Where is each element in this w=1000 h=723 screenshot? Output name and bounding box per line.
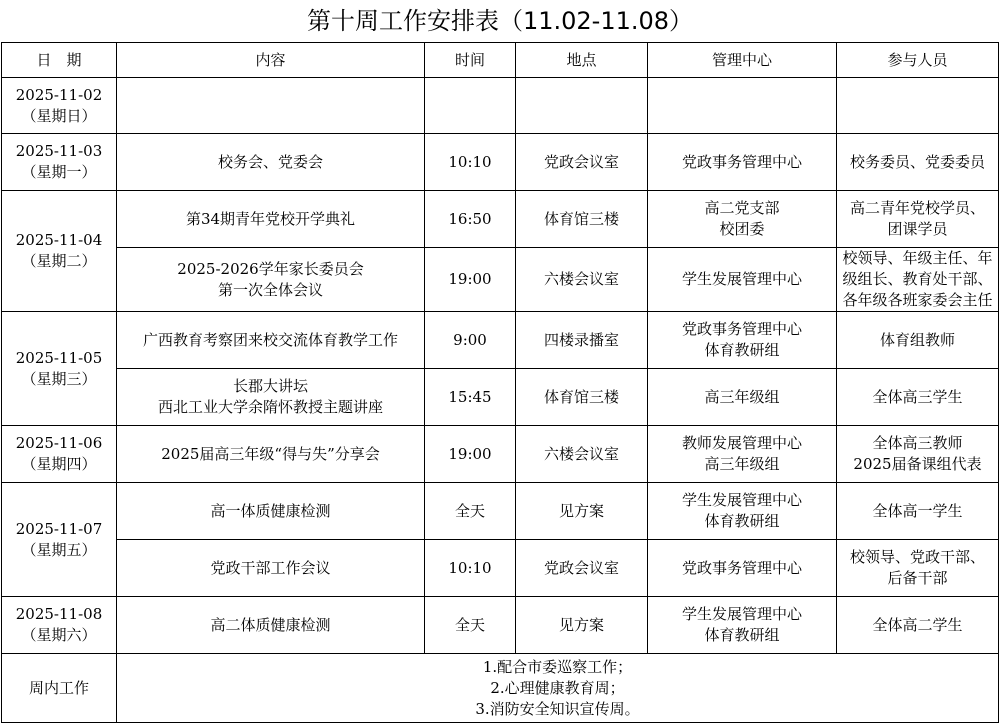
date-cell	[2, 597, 117, 654]
header-place: 地点	[516, 43, 648, 78]
people-cell	[837, 191, 999, 248]
content-cell	[117, 540, 425, 597]
weekday-text: （星期四）	[21, 455, 97, 473]
center-cell	[648, 191, 837, 248]
center-line: 体育教研组	[704, 626, 780, 644]
content-cell	[117, 426, 425, 483]
center-line: 党政事务管理中心	[681, 558, 802, 577]
time-cell: 15:45	[425, 369, 516, 426]
center-line: 体育教研组	[704, 341, 780, 359]
people-line: 团课学员	[887, 220, 948, 238]
date-cell	[2, 483, 117, 597]
table-row	[2, 540, 999, 597]
people-cell	[837, 369, 999, 426]
date-text: 2025-11-07	[15, 519, 103, 538]
people-line: 全体高二学生	[872, 615, 963, 634]
time-cell: 10:10	[425, 540, 516, 597]
place-cell: 体育馆三楼	[516, 191, 648, 248]
people-cell	[837, 426, 999, 483]
people-line: 校领导、党政干部、	[849, 548, 985, 566]
center-line: 体育教研组	[704, 512, 780, 530]
content-line: 第一次全体会议	[217, 280, 323, 299]
center-cell	[648, 78, 837, 134]
schedule-table	[1, 42, 999, 723]
place-cell: 四楼录播室	[516, 312, 648, 369]
center-cell	[648, 483, 837, 540]
week-work-list	[117, 654, 999, 723]
header-center: 管理中心	[648, 43, 837, 78]
table-row	[2, 597, 999, 654]
date-cell	[2, 78, 117, 134]
center-line: 校团委	[719, 220, 765, 238]
date-text: 2025-11-06	[15, 434, 103, 452]
center-line: 学生发展管理中心	[681, 270, 802, 288]
content-line: 长郡大讲坛	[232, 377, 308, 395]
place-cell: 见方案	[516, 597, 648, 654]
weekday-text: （星期二）	[21, 252, 97, 270]
content-line: 广西教育考察团来校交流体育教学工作	[142, 330, 398, 349]
weekday-text: （星期日）	[21, 106, 97, 125]
table-row	[2, 248, 999, 312]
content-cell	[117, 134, 425, 191]
date-cell	[2, 134, 117, 191]
weekday-text: （星期六）	[21, 626, 97, 644]
people-line: 级组长、教育处干部、	[842, 270, 993, 288]
center-cell	[648, 248, 837, 312]
center-line: 党政事务管理中心	[681, 320, 802, 338]
weekday-text: （星期三）	[21, 369, 97, 388]
content-cell	[117, 191, 425, 248]
people-cell	[837, 540, 999, 597]
place-cell: 见方案	[516, 483, 648, 540]
content-cell	[117, 312, 425, 369]
center-line: 高三年级组	[704, 455, 780, 473]
content-line: 高一体质健康检测	[210, 501, 331, 520]
people-line: 全体高三学生	[872, 387, 963, 406]
week-work-item: 3.消防安全知识宣传周。	[475, 699, 640, 718]
people-cell	[837, 483, 999, 540]
place-cell	[516, 78, 648, 134]
people-line: 体育组教师	[879, 330, 955, 349]
table-row	[2, 426, 999, 483]
time-cell	[425, 78, 516, 134]
people-cell	[837, 78, 999, 134]
table-row	[2, 78, 999, 134]
center-cell	[648, 540, 837, 597]
header-people: 参与人员	[837, 43, 999, 78]
header-date: 日 期	[2, 43, 117, 78]
week-work-label: 周内工作	[2, 654, 117, 723]
date-cell	[2, 191, 117, 312]
content-line: 校务会、党委会	[217, 152, 323, 171]
content-line: 2025-2026学年家长委员会	[177, 259, 364, 278]
content-line: 第34期青年党校开学典礼	[185, 209, 356, 228]
people-cell	[837, 134, 999, 191]
content-line: 西北工业大学余隋怀教授主题讲座	[157, 398, 383, 416]
content-line: 2025届高三年级“得与失”分享会	[161, 444, 380, 463]
time-cell: 19:00	[425, 248, 516, 312]
content-line: 党政干部工作会议	[210, 558, 331, 577]
center-line: 党政事务管理中心	[681, 152, 802, 171]
week-work-row	[2, 654, 999, 723]
date-text: 2025-11-03	[15, 142, 103, 160]
date-text: 2025-11-04	[15, 231, 103, 249]
date-cell	[2, 312, 117, 426]
people-cell	[837, 597, 999, 654]
center-line: 高二党支部	[704, 199, 780, 217]
time-cell: 19:00	[425, 426, 516, 483]
people-line: 全体高一学生	[872, 501, 963, 520]
table-row	[2, 134, 999, 191]
content-cell	[117, 78, 425, 134]
center-line: 高三年级组	[704, 387, 780, 406]
people-line: 全体高三教师	[872, 434, 963, 452]
weekday-text: （星期五）	[21, 540, 97, 559]
week-work-item: 2.心理健康教育周；	[490, 678, 625, 697]
center-line: 学生发展管理中心	[681, 491, 802, 509]
people-cell	[837, 248, 999, 312]
people-cell	[837, 312, 999, 369]
content-cell	[117, 248, 425, 312]
date-text: 2025-11-05	[15, 348, 103, 367]
time-cell: 全天	[425, 483, 516, 540]
center-cell	[648, 312, 837, 369]
place-cell: 六楼会议室	[516, 248, 648, 312]
header-row	[2, 43, 999, 78]
people-line: 各年级各班家委会主任	[842, 291, 993, 309]
people-line: 2025届备课组代表	[853, 455, 982, 473]
time-cell: 9:00	[425, 312, 516, 369]
week-work-item: 1.配合市委巡察工作；	[482, 657, 633, 676]
weekday-text: （星期一）	[21, 163, 97, 181]
people-line: 后备干部	[887, 569, 948, 587]
table-row	[2, 191, 999, 248]
page-title: 第十周工作安排表（11.02-11.08）	[306, 7, 694, 35]
time-cell: 16:50	[425, 191, 516, 248]
content-line: 高二体质健康检测	[210, 615, 331, 634]
date-text: 2025-11-02	[15, 85, 103, 104]
place-cell: 体育馆三楼	[516, 369, 648, 426]
content-cell	[117, 483, 425, 540]
center-cell	[648, 426, 837, 483]
time-cell: 全天	[425, 597, 516, 654]
place-cell: 六楼会议室	[516, 426, 648, 483]
header-time: 时间	[425, 43, 516, 78]
date-cell	[2, 426, 117, 483]
people-line: 校务委员、党委委员	[849, 152, 985, 171]
time-cell: 10:10	[425, 134, 516, 191]
date-text: 2025-11-08	[15, 605, 103, 623]
content-cell	[117, 597, 425, 654]
center-cell	[648, 597, 837, 654]
place-cell: 党政会议室	[516, 540, 648, 597]
center-cell	[648, 369, 837, 426]
center-line: 学生发展管理中心	[681, 605, 802, 623]
table-row	[2, 312, 999, 369]
content-cell	[117, 369, 425, 426]
place-cell: 党政会议室	[516, 134, 648, 191]
table-row	[2, 369, 999, 426]
table-row	[2, 483, 999, 540]
people-line: 校领导、年级主任、年	[842, 249, 993, 267]
people-line: 高二青年党校学员、	[849, 199, 985, 217]
center-line: 教师发展管理中心	[681, 434, 802, 452]
header-content: 内容	[117, 43, 425, 78]
center-cell	[648, 134, 837, 191]
